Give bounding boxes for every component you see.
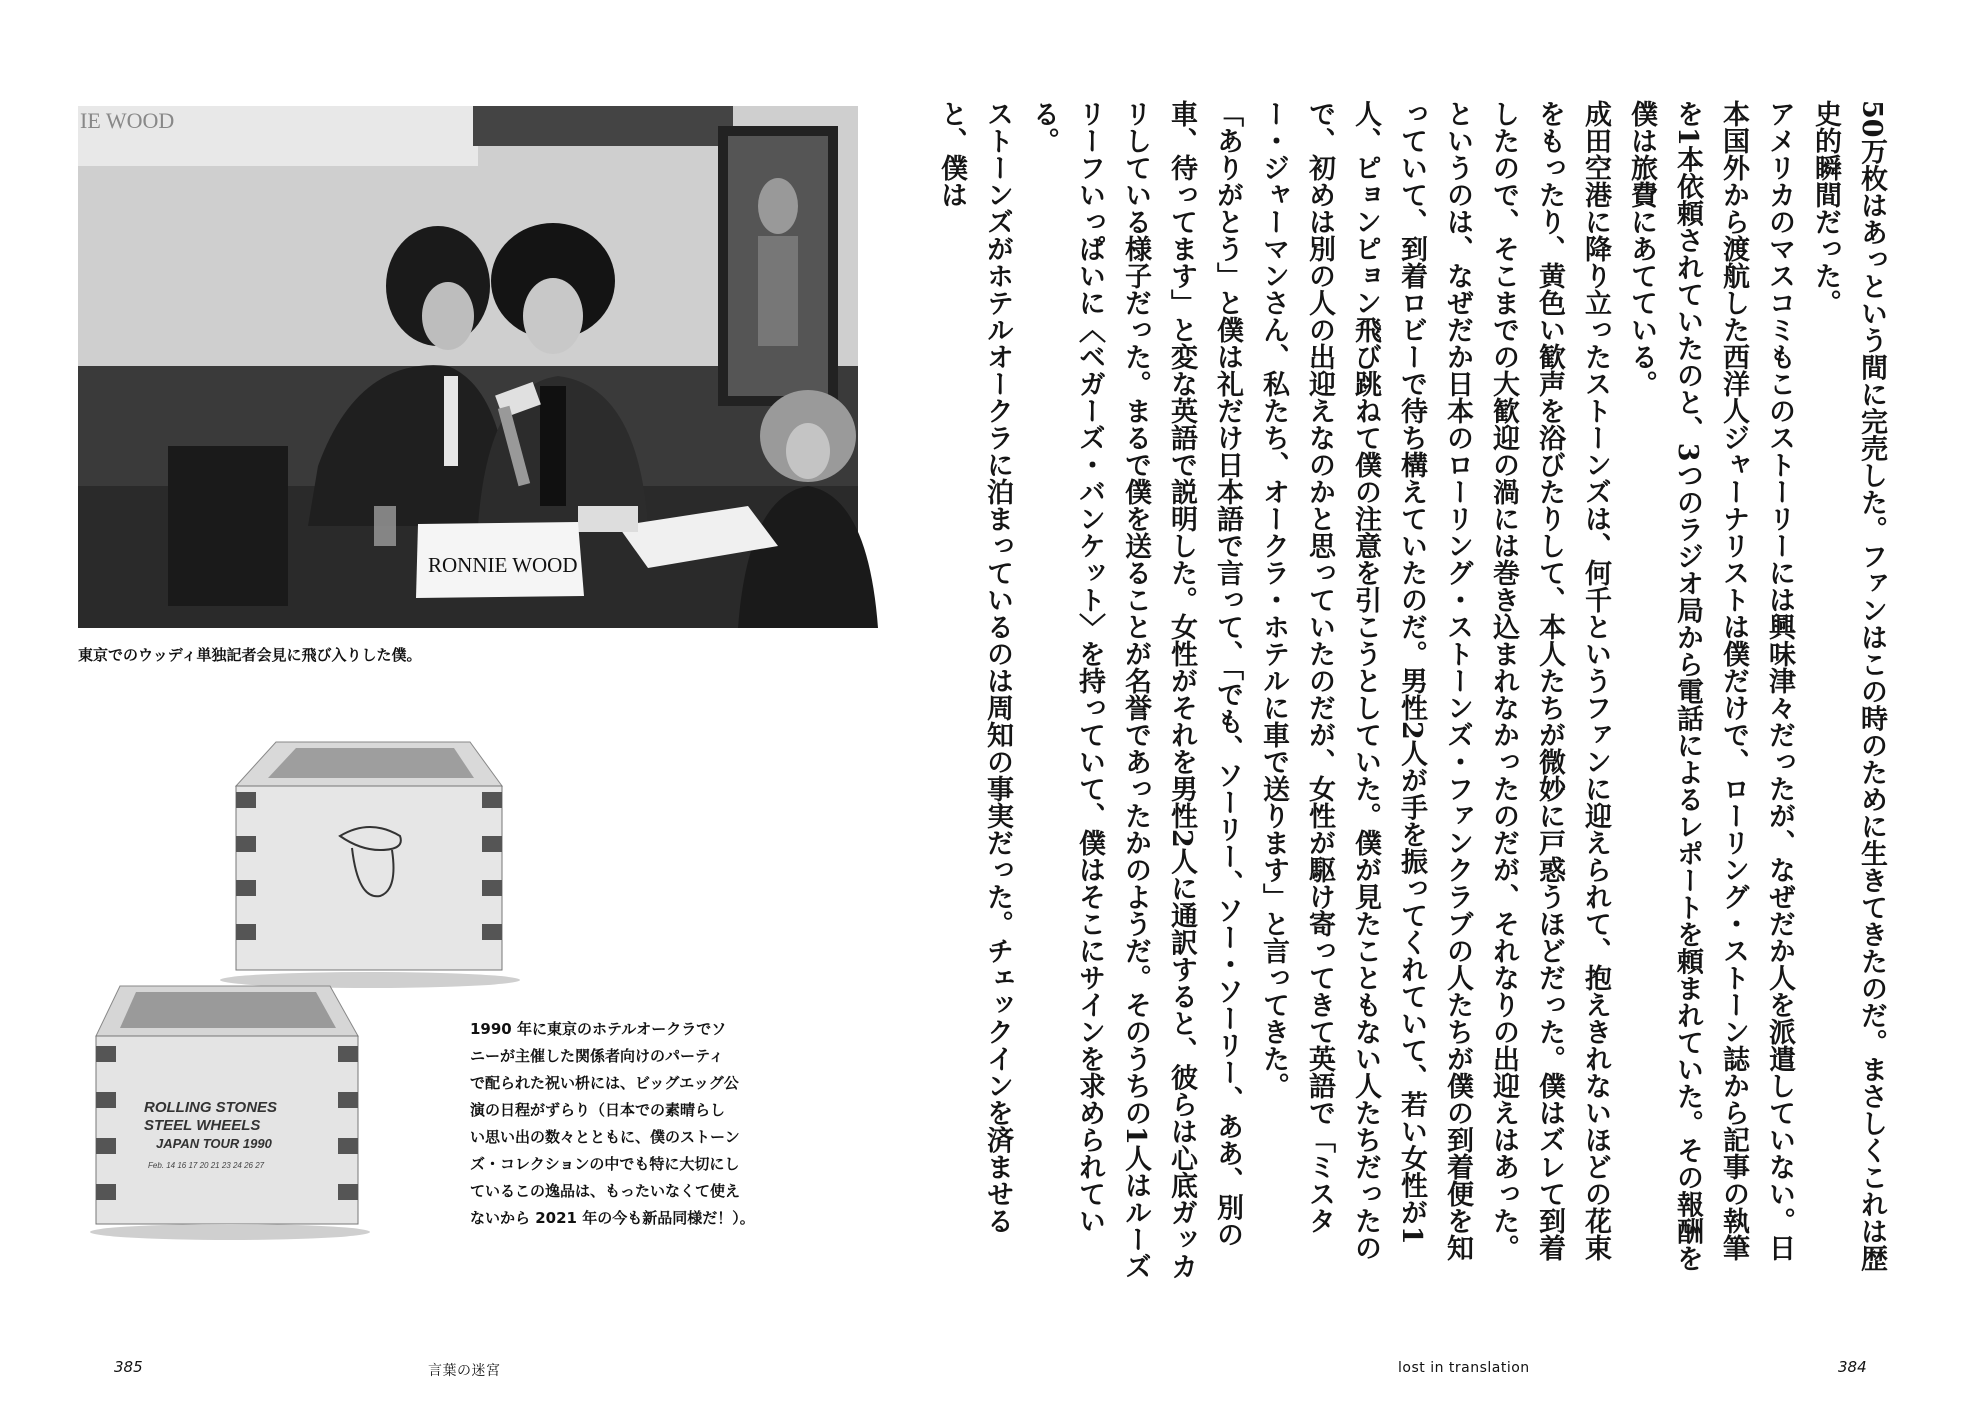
press-conference-photo (78, 106, 858, 628)
photo2-caption (470, 1016, 806, 1232)
caption-line: 1990 年に東京のホテルオークラでソ (470, 1020, 727, 1038)
running-head-left: 言葉の迷宮 (428, 1363, 501, 1379)
running-head-right: lost in translation (1398, 1360, 1530, 1376)
name-card-text: RONNIE WOOD (428, 553, 578, 577)
box-print-line-4: Feb. 14 16 17 20 21 23 24 26 27 (148, 1161, 265, 1170)
right-page (936, 0, 1968, 1422)
paragraph: 50万枚はあっという間に完売した。ファンはこの時のために生きてきたのだ。まさしくこれは歴史的瞬間だった。 (1810, 100, 1887, 1272)
paragraph: アメリカのマスコミもこのストーリーには興味津々だったが、なぜだか人を派遣していない。日本国外から渡航した西洋人ジャーナリストは僕だけで、ローリング・ストーン誌から記事の執筆を1本依頼されていたのと、3つのラジオ局から電話によるレポートを頼まれていた。その報酬を僕は旅費にあてている。 (1626, 100, 1795, 1272)
caption-line: で配られた祝い枡には、ビッグエッグ公 (470, 1074, 739, 1092)
page-number-right: 384 (1838, 1358, 1867, 1376)
box-print-line-3: JAPAN TOUR 1990 (156, 1136, 272, 1151)
box-print-line-2: STEEL WHEELS (144, 1117, 261, 1134)
caption-line: ニーが主催した関係者向けのパーティ (470, 1047, 724, 1065)
paragraph: 「ありがとう」と僕は礼だけ日本語で言って、「でも、ソーリー、ソー・ソーリー、ああ、別の車、待ってます」と変な英語で説明した。女性がそれを男性2人に通訳すると、彼らは心底ガッカリしている様子だった。まるで僕を送ることが名誉であったかのようだ。そのうちの1人はルーズリーフいっぱいに〈ベガーズ・バンケット〉を持っていて、僕はそこにサインを求められている。 (1028, 100, 1243, 1280)
paragraph: ストーンズがホテルオークラに泊まっているのは周知の事実だった。チェックインを済ませると、僕は (936, 100, 1013, 1234)
caption-line: い思い出の数々とともに、僕のストーン (470, 1128, 740, 1146)
photo1-caption: 東京でのウッディ単独記者会見に飛び入りした僕。 (78, 646, 422, 664)
caption-line: ないから 2021 年の今も新品同様だ！）。 (470, 1209, 755, 1227)
wall-sign-text: IE WOOD (80, 108, 175, 133)
caption-line: 演の日程がずらり（日本での素晴らし (470, 1101, 726, 1119)
page-number-left: 385 (114, 1358, 143, 1376)
box-print-line-1: ROLLING STONES (144, 1099, 278, 1116)
caption-line: ズ・コレクションの中でも特に大切にし (470, 1155, 740, 1173)
paragraph: 成田空港に降り立ったストーンズは、何千というファンに迎えられて、抱えきれないほどの花束をもったり、黄色い歓声を浴びたりして、本人たちが微妙に戸惑うほどだった。僕はズレて到着したので、そこまでの大歓迎の渦には巻き込まれなかったのだが、それなりの出迎えはあった。というのは、なぜだか日本のローリング・ストーンズ・ファンクラブの人たちが僕の到着便を知っていて、到着ロビーで待ち構えていたのだ。男性2人が手を振ってくれていて、若い女性が1人、ピョンピョン飛び跳ねて僕の注意を引こうとしていた。僕が見たこともない人たちだったので、初めは別の人の出迎えなのかと思っていたのだが、女性が駆け寄ってきて英語で「ミスター・ジャーマンさん、私たち、オークラ・ホテルに車で送ります」と言ってきた。 (1258, 100, 1611, 1261)
vertical-body-text (936, 100, 1894, 1280)
caption-line: ているこの逸品は、もったいなくて使え (470, 1182, 741, 1200)
